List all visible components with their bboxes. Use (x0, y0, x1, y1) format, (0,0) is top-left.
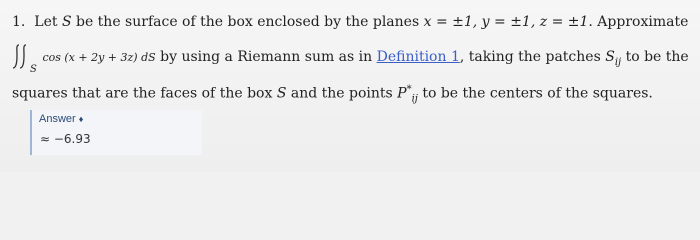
surface-integral-icon: S (12, 45, 38, 69)
answer-value: ≈ −6.93 (40, 132, 91, 146)
planes-expression: x = ±1, y = ±1, z = ±1 (423, 14, 589, 30)
caret-down-icon: ♦ (78, 114, 84, 124)
problem-line-1: 1. Let S be the surface of the box enclosed by the planes x = ±1, y = ±1, z = ±1. Approximate (12, 14, 689, 30)
problem-line-2: S cos (x + 2y + 3z) dS by using a Riemann sum as in Definition 1, taking the patches $S_{ij}$ to be the (12, 45, 689, 73)
answer-toggle[interactable]: Answer ♦ (39, 113, 84, 125)
answer-panel (30, 110, 202, 155)
definition-link[interactable]: Definition 1 (376, 49, 460, 65)
problem-line-3: squares that are the faces of the box S and the points $P^*_{ij}$ to be the centers of the squares. (12, 84, 653, 105)
problem-number: 1. (12, 14, 26, 30)
integrand: cos (x + 2y + 3z) dS (42, 51, 156, 64)
